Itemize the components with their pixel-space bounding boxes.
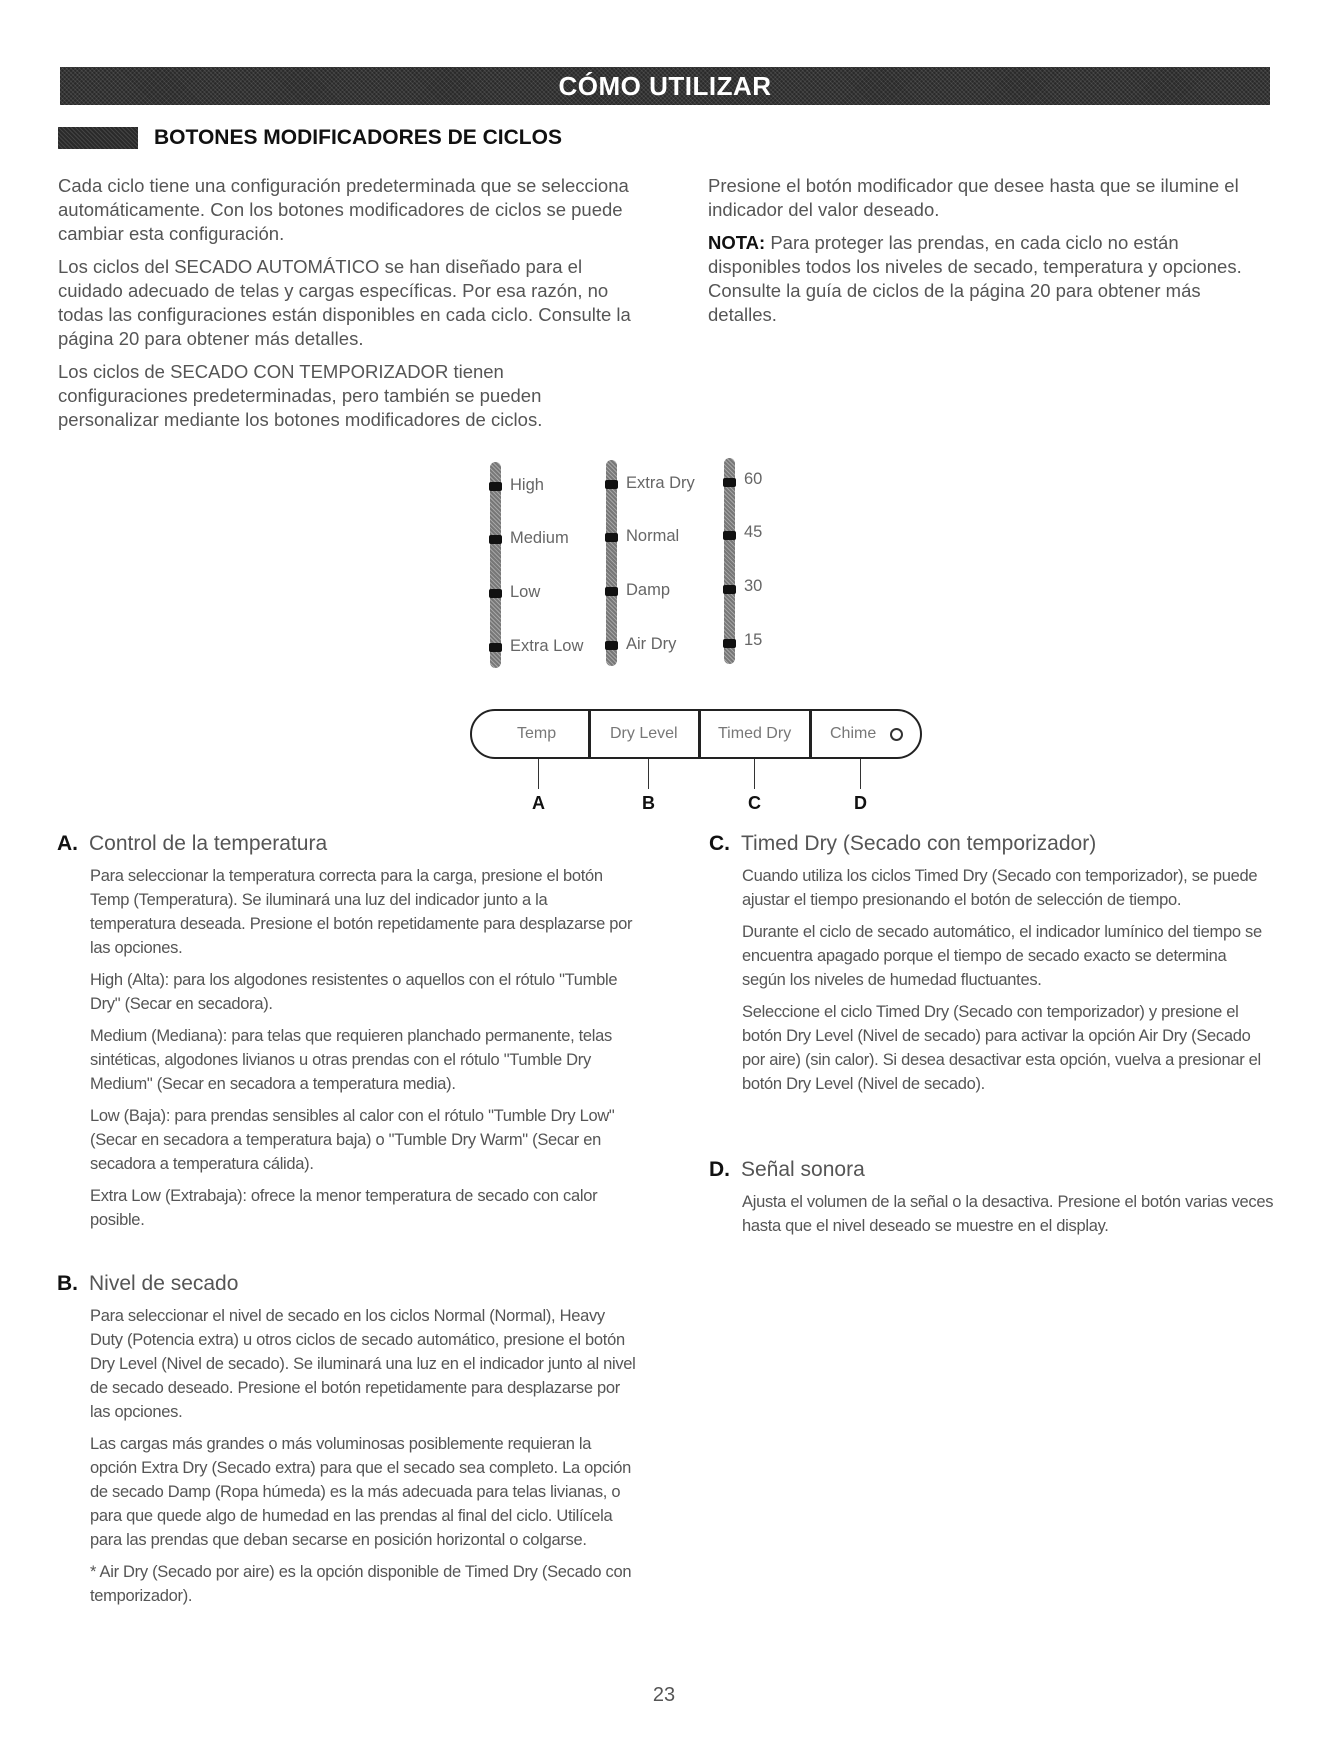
indicator-light xyxy=(723,585,736,594)
item-paragraph: Seleccione el ciclo Timed Dry (Secado con temporizador) y presione el botón Dry Level (Nivel de secado) para activar la opción Air Dry (Secado por aire) (sin calor). Si desea desactivar esta opción, vuelva a presionar el botón Dry Level (Nivel de secado). xyxy=(742,1003,1261,1093)
indicator-light xyxy=(605,533,618,542)
item-body xyxy=(742,1190,1274,1238)
item-paragraph: Las cargas más grandes o más voluminosas posiblemente requieran la opción Extra Dry (Secado extra) para que el secado sea completo. La opción de secado Damp (Ropa húmeda) es la más adecuada para telas livianas, o para que quede algo de humedad en las prendas al final del ciclo. Utilícela para las prendas que deban secarse en posición horizontal o colgarse. xyxy=(90,1435,631,1549)
pointer-line xyxy=(538,759,539,789)
item-body xyxy=(742,864,1274,1096)
divider xyxy=(588,711,591,757)
item-heading xyxy=(57,832,637,856)
indicator-light xyxy=(723,531,736,540)
item-heading xyxy=(709,832,1274,856)
item-timed-dry xyxy=(709,832,1274,1096)
pointer-label: D xyxy=(854,793,867,813)
dry-level-label: Damp xyxy=(626,581,671,599)
divider xyxy=(698,711,701,757)
temp-level-label: High xyxy=(510,476,544,494)
item-paragraph: Ajusta el volumen de la señal o la desactiva. Presione el botón varias veces hasta que el nivel deseado se muestre en el display. xyxy=(742,1193,1274,1235)
time-level-label: 15 xyxy=(744,631,763,649)
pointer-line xyxy=(860,759,861,789)
item-title: Nivel de secado xyxy=(89,1272,239,1295)
scale-track xyxy=(724,458,735,664)
item-paragraph: Para seleccionar la temperatura correcta para la carga, presione el botón Temp (Temperatura). Se iluminará una luz del indicador junto a la temperatura deseada. Presione el botón repetidamente para desplazarse por las opciones. xyxy=(90,867,633,957)
time-level-label: 60 xyxy=(744,470,763,488)
nota-label: NOTA: xyxy=(708,232,766,253)
dry-level-label: Air Dry xyxy=(626,635,677,653)
item-heading xyxy=(57,1272,637,1296)
item-letter: A. xyxy=(57,832,78,855)
indicator-light xyxy=(605,480,618,489)
item-paragraph: * Air Dry (Secado por aire) es la opción disponible de Timed Dry (Secado con temporizador). xyxy=(90,1563,632,1605)
item-dry-level xyxy=(57,1272,637,1608)
pointer-line xyxy=(648,759,649,789)
item-paragraph: Para seleccionar el nivel de secado en los ciclos Normal (Normal), Heavy Duty (Potencia extra) u otros ciclos de secado automático, presione el botón Dry Level (Nivel de secado). Se iluminará una luz en el indicador junto al nivel de secado deseado. Presione el botón repetidamente para desplazarse por las opciones. xyxy=(90,1307,636,1421)
scale-track xyxy=(490,462,501,668)
intro-paragraph: Los ciclos de SECADO CON TEMPORIZADOR tienen configuraciones predeterminadas, pero también se pueden personalizar mediante los botones modificadores de ciclos. xyxy=(58,361,543,430)
item-heading xyxy=(709,1158,1274,1182)
pointer-label: B xyxy=(642,793,655,813)
item-paragraph: Medium (Mediana): para telas que requieren planchado permanente, telas sintéticas, algodones livianos u otras prendas con el rótulo "Tumble Dry Medium" (Secar en secadora a temperatura media). xyxy=(90,1027,612,1093)
item-paragraph: High (Alta): para los algodones resistentes o aquellos con el rótulo "Tumble Dry" (Secar en secadora). xyxy=(90,971,618,1013)
item-body xyxy=(90,864,637,1232)
banner-title: CÓMO UTILIZAR xyxy=(558,70,772,101)
indicator-light xyxy=(489,535,502,544)
timed-dry-button[interactable]: Timed Dry xyxy=(718,725,792,742)
item-letter: D. xyxy=(709,1158,730,1181)
page-banner xyxy=(60,67,1270,105)
divider xyxy=(809,711,812,757)
item-paragraph: Cuando utiliza los ciclos Timed Dry (Secado con temporizador), se puede ajustar el tiempo presionando el botón de selección de tiempo. xyxy=(742,867,1258,909)
chime-button-label: Chime xyxy=(830,725,877,742)
intro-paragraph: Presione el botón modificador que desee hasta que se ilumine el indicador del valor deseado. xyxy=(708,175,1239,220)
indicator-light xyxy=(489,643,502,652)
dry-level-label: Extra Dry xyxy=(626,474,695,492)
chime-button[interactable] xyxy=(830,711,903,757)
item-body xyxy=(90,1304,637,1608)
scale-track xyxy=(606,460,617,666)
section-marker xyxy=(58,127,138,149)
indicator-light xyxy=(723,478,736,487)
pointer-line xyxy=(754,759,755,789)
time-level-label: 45 xyxy=(744,523,763,541)
temp-level-label: Extra Low xyxy=(510,637,584,655)
pointer-label: C xyxy=(748,793,761,813)
item-letter: C. xyxy=(709,832,730,855)
item-temperature-control xyxy=(57,832,637,1232)
indicator-light xyxy=(605,641,618,650)
dry-level-button[interactable]: Dry Level xyxy=(610,725,678,742)
nota-text: Para proteger las prendas, en cada ciclo no están disponibles todos los niveles de secado, temperatura y opciones. Consulte la guía de ciclos de la página 20 para obtener más detalles. xyxy=(708,232,1242,325)
pointer-label: A xyxy=(532,793,545,813)
temp-level-label: Low xyxy=(510,583,541,601)
control-panel-strip xyxy=(470,709,922,759)
temp-button[interactable]: Temp xyxy=(517,725,557,742)
intro-paragraph: Los ciclos del SECADO AUTOMÁTICO se han diseñado para el cuidado adecuado de telas y cargas específicas. Por esa razón, no todas las configuraciones están disponibles en cada ciclo. Consulte la página 20 para obtener más detalles. xyxy=(58,256,631,349)
indicator-light xyxy=(489,482,502,491)
time-level-label: 30 xyxy=(744,577,763,595)
item-letter: B. xyxy=(57,1272,78,1295)
item-title: Timed Dry (Secado con temporizador) xyxy=(741,832,1097,855)
intro-right-column xyxy=(708,174,1268,336)
intro-left-column xyxy=(58,174,638,441)
item-chime-signal xyxy=(709,1158,1274,1238)
indicator-light xyxy=(723,639,736,648)
item-paragraph: Extra Low (Extrabaja): ofrece la menor temperatura de secado con calor posible. xyxy=(90,1187,598,1229)
section-title: BOTONES MODIFICADORES DE CICLOS xyxy=(154,126,562,149)
item-title: Señal sonora xyxy=(741,1158,865,1181)
page-number: 23 xyxy=(652,1684,676,1706)
section-heading xyxy=(58,126,562,150)
intro-paragraph: Cada ciclo tiene una configuración predeterminada que se selecciona automáticamente. Con los botones modificadores de ciclos se puede cambiar esta configuración. xyxy=(58,175,629,244)
temp-level-label: Medium xyxy=(510,529,569,547)
item-title: Control de la temperatura xyxy=(89,832,328,855)
indicator-light xyxy=(489,589,502,598)
item-paragraph: Durante el ciclo de secado automático, el indicador lumínico del tiempo se encuentra apagado porque el tiempo de secado exacto se determina según los niveles de humedad fluctuantes. xyxy=(742,923,1262,989)
item-paragraph: Low (Baja): para prendas sensibles al calor con el rótulo "Tumble Dry Low" (Secar en secadora a temperatura baja) o "Tumble Dry Warm" (Secar en secadora a temperatura cálida). xyxy=(90,1107,615,1173)
indicator-light xyxy=(605,587,618,596)
chime-indicator-icon xyxy=(890,728,903,741)
dry-level-label: Normal xyxy=(626,527,680,545)
nota-paragraph xyxy=(708,231,1268,327)
